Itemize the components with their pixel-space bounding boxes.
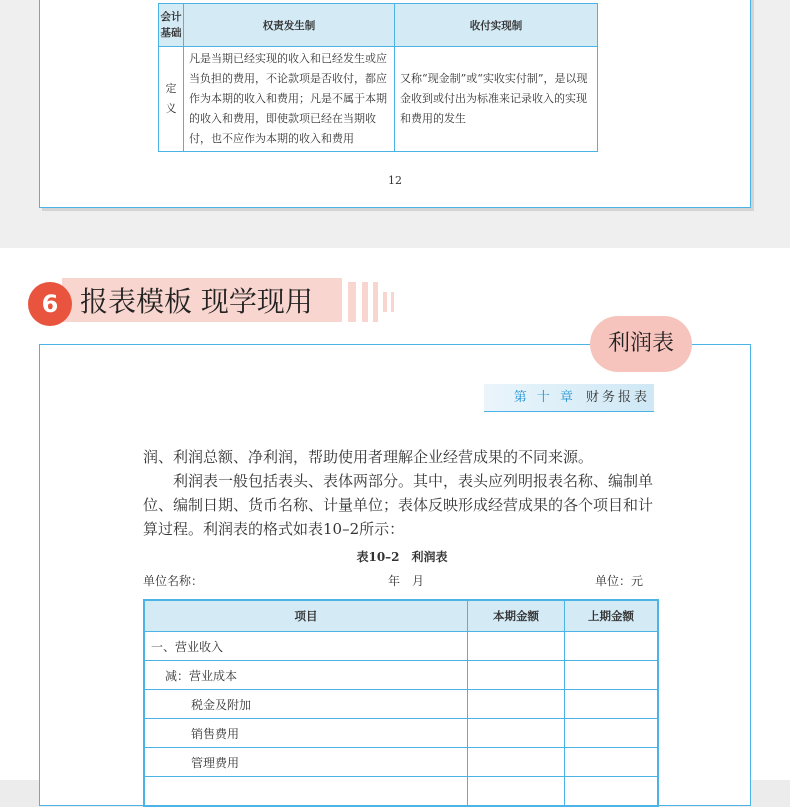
header-accounting-basis: 会计 基础 <box>159 4 184 47</box>
cell-cash-definition: 又称“现金制”或“实收实付制”，是以现金收到或付出为标准来记录收入的实现和费用的发生 <box>395 47 598 152</box>
page-number: 12 <box>388 174 402 187</box>
table-row <box>144 719 658 748</box>
amount-cell <box>468 777 565 807</box>
header-accrual: 权责发生制 <box>184 4 395 47</box>
paragraph: 利润表一般包括表头、表体两部分。其中，表头应列明报表名称、编制单位、编制日期、货币名称、计量单位；表体反映形成经营成果的各个项目和计算过程。利润表的格式如表10–2所示： <box>143 472 654 538</box>
amount-cell <box>565 632 659 661</box>
table-row <box>144 632 658 661</box>
amount-cell <box>565 719 659 748</box>
decor-stripe <box>391 292 394 312</box>
row-label-definition: 定义 <box>159 47 184 152</box>
amount-cell <box>468 632 565 661</box>
table-row <box>144 748 658 777</box>
item-cell <box>144 777 468 807</box>
item-cell: 税金及附加 <box>144 690 468 719</box>
item-cell: 销售费用 <box>144 719 468 748</box>
body-text <box>143 445 663 541</box>
section-title: 报表模板 现学现用 <box>80 285 313 318</box>
amount-cell <box>468 690 565 719</box>
header-item: 项目 <box>144 600 468 632</box>
table-caption: 表10–2 利润表 <box>356 550 448 564</box>
income-statement-table <box>143 599 659 807</box>
unit-name-label: 单位名称： <box>143 574 204 588</box>
income-statement-tag: 利润表 <box>590 316 692 372</box>
accounting-basis-table <box>158 3 598 152</box>
amount-cell <box>565 777 659 807</box>
header-cash-basis: 收付实现制 <box>395 4 598 47</box>
decor-stripe <box>383 292 387 312</box>
table-row <box>144 661 658 690</box>
amount-cell <box>565 690 659 719</box>
amount-cell <box>565 748 659 777</box>
decor-stripe <box>348 282 356 322</box>
decor-stripe <box>362 282 368 322</box>
item-cell: 一、营业收入 <box>144 632 468 661</box>
amount-cell <box>565 661 659 690</box>
table-row <box>144 690 658 719</box>
amount-cell <box>468 661 565 690</box>
item-cell: 减：营业成本 <box>144 661 468 690</box>
paragraph: 润、利润总额、净利润，帮助使用者理解企业经营成果的不同来源。 <box>143 448 594 466</box>
chapter-number: 第 十 章 <box>513 390 576 405</box>
currency-unit-label: 单位：元 <box>595 574 644 588</box>
section-number-badge: 6 <box>28 282 72 326</box>
book-page-top <box>39 0 751 208</box>
chapter-name: 财务报表 <box>585 390 650 405</box>
header-current-period: 本期金额 <box>468 600 565 632</box>
amount-cell <box>468 719 565 748</box>
chapter-header <box>484 384 654 412</box>
header-previous-period: 上期金额 <box>565 600 659 632</box>
table-row <box>144 777 658 807</box>
amount-cell <box>468 748 565 777</box>
cell-accrual-definition: 凡是当期已经实现的收入和已经发生或应当负担的费用，不论款项是否收付，都应作为本期的收入和费用；凡是不属于本期的收入和费用，即使款项已经在当期收付，也不应作为本期的收入和费用 <box>184 47 395 152</box>
table-header-row <box>144 600 658 632</box>
decor-stripe <box>373 282 378 322</box>
date-label: 年 月 <box>388 574 425 588</box>
table-row <box>159 47 598 152</box>
table-header-row <box>159 4 598 47</box>
item-cell: 管理费用 <box>144 748 468 777</box>
